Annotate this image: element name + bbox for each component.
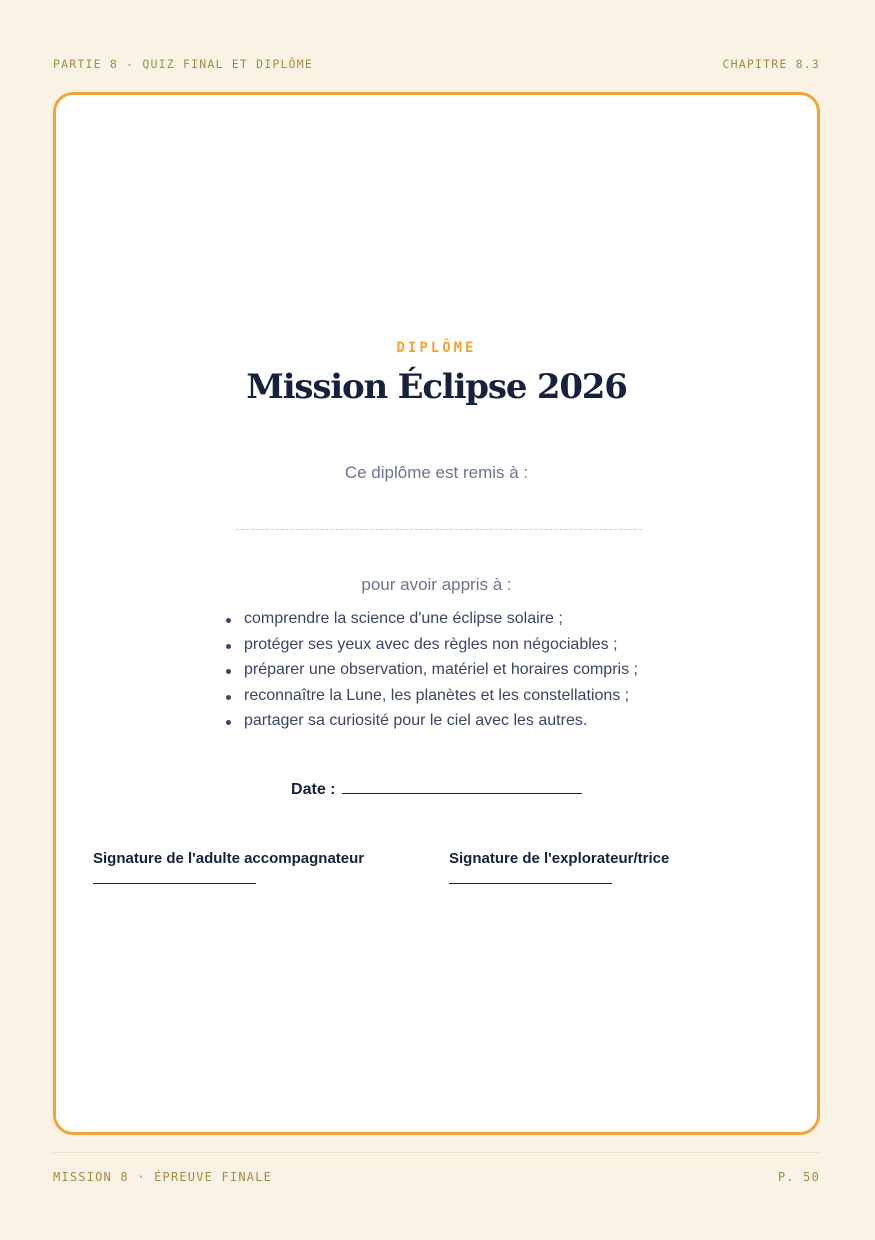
footer-divider <box>53 1152 820 1153</box>
recipient-name-line <box>236 529 642 530</box>
given-to-text: Ce diplôme est remis à : <box>344 463 529 482</box>
footer-page-number: P. 50 <box>777 1170 820 1184</box>
signature-adult-label: Signature de l'adulte accompagnateur <box>93 850 365 867</box>
header-chapter-label: CHAPITRE 8.3 <box>722 57 820 71</box>
footer-mission-label: MISSION 8 · ÉPREUVE FINALE <box>53 1170 273 1184</box>
date-row <box>56 779 817 799</box>
skills-list <box>226 606 706 734</box>
diploma-card <box>53 92 820 1135</box>
date-blank-line <box>342 779 582 794</box>
learned-intro-text: pour avoir appris à : <box>361 575 512 594</box>
skill-item: partager sa curiosité pour le ciel avec les autres. <box>226 708 706 734</box>
skill-item: comprendre la science d'une éclipse solaire ; <box>226 606 706 632</box>
diploma-title: Mission Éclipse 2026 <box>246 367 627 407</box>
skill-item: protéger ses yeux avec des règles non négociables ; <box>226 632 706 658</box>
skill-item: reconnaître la Lune, les planètes et les constellations ; <box>226 683 706 709</box>
signature-explorer-line <box>449 883 612 884</box>
diploma-eyebrow: DIPLÔME <box>396 340 477 356</box>
skill-item: préparer une observation, matériel et horaires compris ; <box>226 657 706 683</box>
date-label: Date : <box>291 781 336 798</box>
header-part-label: PARTIE 8 - QUIZ FINAL ET DIPLÔME <box>53 57 313 71</box>
signature-adult-block <box>93 850 423 884</box>
signature-adult-line <box>93 883 256 884</box>
signature-explorer-label: Signature de l'explorateur/trice <box>449 850 670 867</box>
signature-explorer-block <box>449 850 779 884</box>
